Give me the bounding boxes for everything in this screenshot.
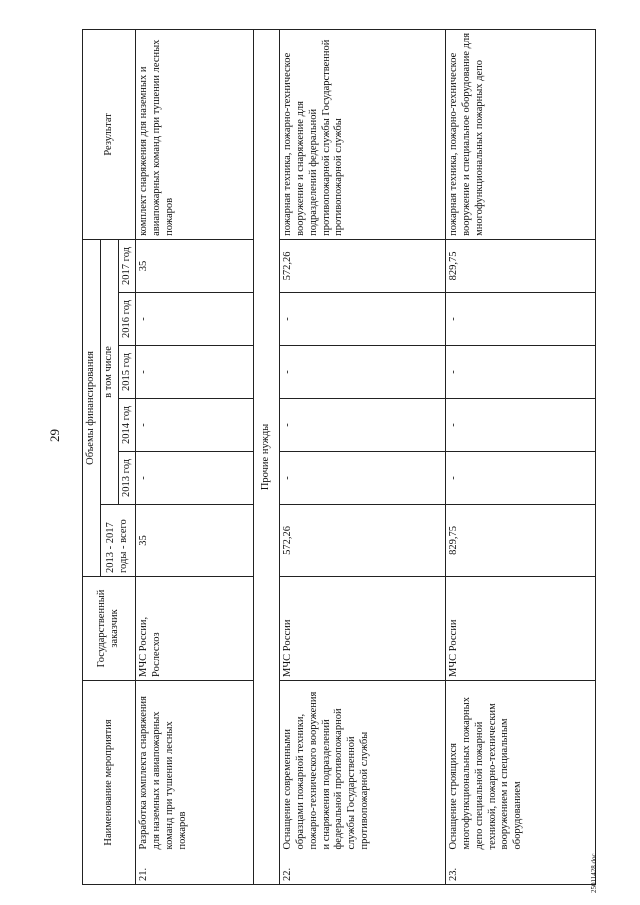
row-result: комплект снаряжения для наземных и авиапожарных команд при тушении лесных пожаров xyxy=(136,29,254,239)
row-2016: - xyxy=(136,292,254,345)
row-2017: 572,26 xyxy=(280,239,446,292)
row-name: Оснащение современными образцами пожарной техники, пожарно-технического вооружения и снаряжения подразделений федеральной противопожарной службы Государственной противопожарной службы xyxy=(280,680,446,852)
row-name: Оснащение строящихся многофункциональных пожарных депо специальной пожарной техникой, пожарно-техническим вооружением и специальным оборудованием xyxy=(446,680,596,852)
row-2013: - xyxy=(280,451,446,504)
header-financing: Объемы финансирования xyxy=(83,239,101,576)
row-2014: - xyxy=(136,398,254,451)
footer-filename: 25011428.doc xyxy=(590,853,598,893)
row-number: 22. xyxy=(280,853,446,885)
row-name: Разработка комплекта снаряжения для наземных и авиапожарных команд при тушении лесных пожаров xyxy=(136,680,254,852)
header-customer: Государственный заказчик xyxy=(83,576,136,680)
section-row xyxy=(254,29,280,884)
row-2015: - xyxy=(136,345,254,398)
header-year-2014: 2014 год xyxy=(118,398,136,451)
header-row-1 xyxy=(83,29,101,884)
rotated-table-container xyxy=(82,30,612,885)
header-year-2017: 2017 год xyxy=(118,239,136,292)
row-total: 829,75 xyxy=(446,504,596,576)
section-title: Прочие нужды xyxy=(254,29,280,884)
row-2016: - xyxy=(280,292,446,345)
header-period-total: 2013 - 2017 годы - всего xyxy=(100,504,136,576)
row-number: 23. xyxy=(446,853,596,885)
row-2013: - xyxy=(136,451,254,504)
row-2013: - xyxy=(446,451,596,504)
row-result: пожарная техника, пожарно-техническое вооружение и снаряжение для подразделений федеральной противопожарной службы Государственной противопожарной службы xyxy=(280,29,446,239)
financing-table xyxy=(82,29,596,885)
row-2014: - xyxy=(280,398,446,451)
row-total: 572,26 xyxy=(280,504,446,576)
header-year-2016: 2016 год xyxy=(118,292,136,345)
row-2015: - xyxy=(280,345,446,398)
row-number: 21. xyxy=(136,853,254,885)
header-including: в том числе xyxy=(100,239,118,504)
header-name: Наименование мероприятия xyxy=(83,680,136,884)
row-2014: - xyxy=(446,398,596,451)
row-2015: - xyxy=(446,345,596,398)
row-2016: - xyxy=(446,292,596,345)
header-year-2015: 2015 год xyxy=(118,345,136,398)
row-2017: 35 xyxy=(136,239,254,292)
row-customer: МЧС России, Рослесхоз xyxy=(136,576,254,680)
table-row xyxy=(446,29,596,884)
row-2017: 829,75 xyxy=(446,239,596,292)
header-result: Результат xyxy=(83,29,136,239)
row-customer: МЧС России xyxy=(446,576,596,680)
row-customer: МЧС России xyxy=(280,576,446,680)
table-row xyxy=(136,29,254,884)
page-number: 29 xyxy=(47,429,62,442)
table-row xyxy=(280,29,446,884)
row-total: 35 xyxy=(136,504,254,576)
header-year-2013: 2013 год xyxy=(118,451,136,504)
row-result: пожарная техника, пожарно-техническое вооружение и специальное оборудование для многофункциональных пожарных депо xyxy=(446,29,596,239)
